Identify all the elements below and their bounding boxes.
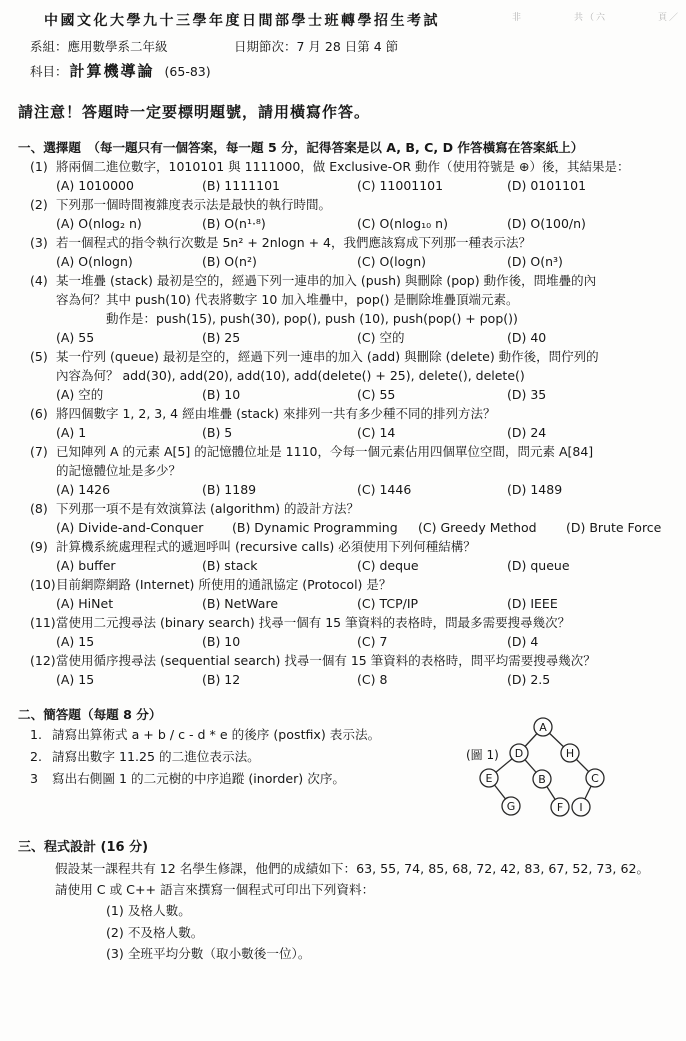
options-row — [56, 214, 686, 233]
option-d: (D) 1489 — [507, 482, 563, 497]
question-number: (3) — [30, 235, 48, 250]
section2-heading: 二、簡答題（每題 8 分） — [18, 707, 162, 722]
option-b: (B) O(n¹·⁸) — [202, 216, 266, 231]
tree-node-i: I — [579, 801, 583, 814]
option-a: (A) 55 — [56, 330, 95, 345]
option-d: (D) 40 — [507, 330, 547, 345]
programming-item-2: (2) 不及格人數。 — [106, 924, 204, 940]
item-text: 請寫出數字 11.25 的二進位表示法。 — [52, 749, 260, 764]
question-text: 將兩個二進位數字，1010101 與 1111000，做 Exclusive-OR 動作（使用符號是 ⊕）後，其結果是： — [56, 159, 630, 174]
tree-node-h: H — [565, 747, 575, 760]
option-c: (C) Greedy Method — [418, 520, 537, 535]
section1-heading: 一、選擇題 （每一題只有一個答案，每一題 5 分，記得答案是以 A, B, C, D 作答橫寫在答案紙上） — [18, 140, 584, 155]
subject-line — [30, 60, 686, 81]
subject-label: 科目： — [30, 64, 68, 79]
programming-intro-2: 請使用 C 或 C++ 語言來撰寫一個程式可印出下列資料： — [55, 882, 375, 897]
options-row — [56, 328, 686, 347]
option-d: (D) 0101101 — [507, 178, 587, 193]
programming-item-3: (3) 全班平均分數（取小數後一位）。 — [106, 946, 311, 961]
question-number: (11) — [30, 615, 56, 630]
question-text: 當使用循序搜尋法 (sequential search) 找尋一個有 15 筆資料的表格時，問平均需要搜尋幾次？ — [56, 653, 596, 668]
option-b: (B) 1189 — [202, 482, 257, 497]
question-number: (1) — [30, 159, 48, 174]
item-text: 寫出右側圖 1 的二元樹的中序追蹤 (inorder) 次序。 — [52, 771, 346, 786]
option-c: (C) 空的 — [357, 330, 405, 345]
option-d: (D) 24 — [507, 425, 547, 440]
option-d: (D) queue — [507, 558, 570, 573]
option-b: (B) Dynamic Programming — [232, 520, 398, 535]
option-b: (B) NetWare — [202, 596, 279, 611]
scan-artifact: 共（六 — [573, 13, 607, 23]
option-a: (A) HiNet — [56, 596, 114, 611]
question-text-continued: 內容為何？ add(30), add(20), add(10), add(delete() + 25), delete(), delete() — [56, 368, 525, 383]
question-text: 某一佇列 (queue) 最初是空的，經過下列一連串的加入 (add) 與刪除 (delete) 動作後，問佇列的 — [56, 349, 599, 364]
question-number: (2) — [30, 197, 48, 212]
programming-intro-1: 假設某一課程共有 12 名學生修課，他們的成績如下：63, 55, 74, 85, 68, 72, 42, 83, 67, 52, 73, 62。 — [55, 861, 650, 876]
tree-node-b: B — [538, 773, 546, 786]
option-b: (B) stack — [202, 558, 258, 573]
option-d: (D) 2.5 — [507, 672, 551, 687]
option-a: (A) 15 — [56, 634, 95, 649]
subject-name: 計算機導論 — [69, 62, 155, 80]
options-row — [56, 518, 686, 537]
question-text: 目前網際網路 (Internet) 所使用的通訊協定 (Protocol) 是？ — [56, 577, 392, 592]
exam-title: 中國文化大學九十三學年度日間部學士班轉學招生考試 — [44, 13, 440, 29]
option-a: (A) 15 — [56, 672, 95, 687]
tree-node-a: A — [539, 721, 547, 734]
department-label: 系組：應用數學系二年級 — [30, 39, 168, 54]
question-text: 下列那一項不是有效演算法 (algorithm) 的設計方法？ — [56, 501, 360, 516]
option-b: (B) 12 — [202, 672, 241, 687]
option-d: (D) Brute Force — [566, 520, 662, 535]
option-d: (D) O(n³) — [507, 254, 563, 269]
option-d: (D) 35 — [507, 387, 547, 402]
date-session-label: 日期節次：7 月 28 日第 4 節 — [234, 39, 399, 54]
question-number: (9) — [30, 539, 48, 554]
option-b: (B) 25 — [202, 330, 241, 345]
option-a: (A) 空的 — [56, 387, 104, 402]
question-text-continued: 容為何？其中 push(10) 代表將數字 10 加入堆疊中，pop() 是刪除堆疊頂端元素。 — [56, 292, 519, 307]
figure-caption: (圖 1) — [466, 748, 499, 762]
subject-code: (65-83) — [164, 64, 211, 79]
question-text-continued: 的記憶體位址是多少？ — [56, 463, 182, 478]
option-c: (C) O(logn) — [357, 254, 427, 269]
option-d: (D) O(100/n) — [507, 216, 586, 231]
item-number: 3 — [30, 771, 39, 786]
question-text: 某一堆疊 (stack) 最初是空的，經過下列一連串的加入 (push) 與刪除 (pop) 動作後，問堆疊的內 — [56, 273, 597, 288]
mcq-question-12 — [0, 651, 686, 689]
option-d: (D) IEEE — [507, 596, 558, 611]
question-text: 當使用二元搜尋法 (binary search) 找尋一個有 15 筆資料的表格時，問最多需要搜尋幾次？ — [56, 615, 571, 630]
option-c: (C) 8 — [357, 672, 388, 687]
option-a: (A) buffer — [56, 558, 116, 573]
option-c: (C) deque — [357, 558, 419, 573]
option-b: (B) 1111101 — [202, 178, 280, 193]
option-b: (B) O(n²) — [202, 254, 257, 269]
programming-item-1: (1) 及格人數。 — [106, 903, 191, 918]
options-row — [56, 252, 686, 271]
option-a: (A) O(nlog₂ n) — [56, 216, 142, 231]
item-text: 請寫出算術式 a + b / c - d * e 的後序 (postfix) 表示法。 — [52, 727, 381, 742]
question-number: (10) — [30, 577, 56, 592]
option-d: (D) 4 — [507, 634, 539, 649]
options-row — [56, 176, 686, 195]
scan-artifact: 非 — [512, 13, 524, 23]
binary-tree-diagram — [438, 711, 684, 826]
mcq-question-7 — [0, 442, 686, 499]
option-c: (C) O(nlog₁₀ n) — [357, 216, 448, 231]
question-text: 已知陣列 A 的元素 A[5] 的記憶體位址是 1110，今每一個元素佔用四個單位空間，問元素 A[84] — [56, 444, 594, 459]
section3-heading: 三、程式設計 (16 分) — [18, 840, 149, 855]
option-c: (C) 1446 — [357, 482, 412, 497]
short-answer-item-3 — [30, 768, 460, 790]
binary-tree-figure — [438, 711, 684, 826]
option-c: (C) TCP/IP — [357, 596, 419, 611]
short-answer-item-2 — [30, 746, 460, 768]
option-a: (A) 1010000 — [56, 178, 134, 193]
question-text: 計算機系統處理程式的遞迴呼叫 (recursive calls) 必須使用下列何種結構？ — [56, 539, 476, 554]
question-number: (8) — [30, 501, 48, 516]
question-number: (5) — [30, 349, 48, 364]
tree-node-e: E — [485, 772, 493, 785]
mcq-question-2 — [0, 195, 686, 233]
tree-node-g: G — [506, 800, 516, 813]
question-number: (12) — [30, 653, 56, 668]
short-answer-item-1 — [30, 724, 460, 746]
option-c: (C) 55 — [357, 387, 396, 402]
option-a: (A) 1 — [56, 425, 87, 440]
tree-node-d: D — [514, 747, 524, 760]
question-number: (4) — [30, 273, 48, 288]
option-a: (A) 1426 — [56, 482, 111, 497]
section2 — [0, 705, 686, 833]
option-c: (C) 7 — [357, 634, 388, 649]
options-row — [56, 670, 686, 689]
options-row — [56, 480, 686, 499]
option-c: (C) 14 — [357, 425, 396, 440]
scan-artifact: 頁／ — [657, 13, 680, 23]
option-b: (B) 10 — [202, 634, 241, 649]
question-text: 若一個程式的指令執行次數是 5n² + 2nlogn + 4，我們應該寫成下列那一種表示法？ — [56, 235, 532, 250]
options-row — [56, 423, 686, 442]
tree-node-c: C — [591, 772, 599, 785]
question-number: (6) — [30, 406, 48, 421]
options-row — [56, 632, 686, 651]
tree-node-f: F — [556, 801, 564, 814]
options-row — [56, 385, 686, 404]
options-row — [56, 556, 686, 575]
mcq-question-11 — [0, 613, 686, 651]
options-row — [56, 594, 686, 613]
item-number: 2. — [30, 749, 43, 764]
mcq-question-3 — [0, 233, 686, 271]
mcq-question-10 — [0, 575, 686, 613]
option-b: (B) 10 — [202, 387, 241, 402]
option-b: (B) 5 — [202, 425, 233, 440]
question-number: (7) — [30, 444, 48, 459]
mcq-question-9 — [0, 537, 686, 575]
option-a: (A) O(nlogn) — [56, 254, 133, 269]
exam-notice: 請注意！答題時一定要標明題號，請用橫寫作答。 — [18, 103, 371, 121]
mcq-question-5 — [0, 347, 686, 404]
mcq-question-1 — [0, 157, 686, 195]
mcq-question-6 — [0, 404, 686, 442]
scan-artifacts — [512, 10, 680, 23]
mcq-question-4 — [0, 271, 686, 347]
option-c: (C) 11001101 — [357, 178, 444, 193]
option-a: (A) Divide-and-Conquer — [56, 520, 204, 535]
question-text: 下列那一個時間複雜度表示法是最快的執行時間。 — [56, 197, 332, 212]
mcq-question-8 — [0, 499, 686, 537]
question-action-sequence: 動作是：push(15), push(30), pop(), push (10), push(pop() + pop()) — [106, 311, 518, 326]
item-number: 1. — [30, 727, 43, 742]
meta-line — [30, 37, 686, 55]
question-text: 將四個數字 1, 2, 3, 4 經由堆疊 (stack) 來排列一共有多少種不同的排列方法？ — [56, 406, 496, 421]
